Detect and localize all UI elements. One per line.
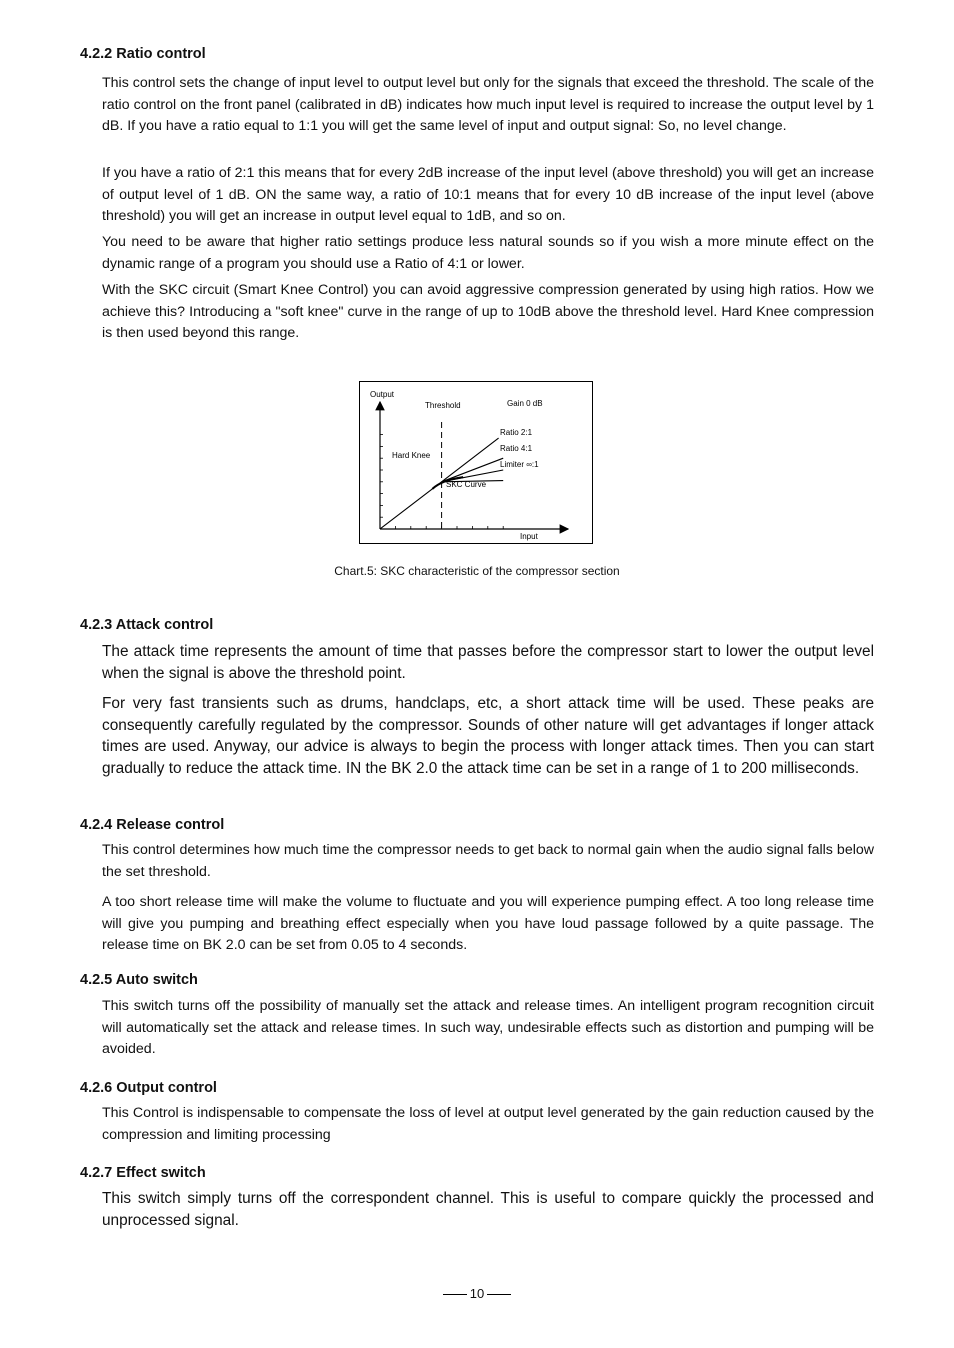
attack-paragraph-1: The attack time represents the amount of time that passes before the compressor start to lower the output level when the signal is above the threshold point. — [102, 643, 874, 682]
heading-ratio-control: 4.2.2 Ratio control — [80, 46, 206, 62]
hard-knee-label: Hard Knee — [392, 451, 431, 460]
skc-chart-svg — [360, 382, 592, 543]
effect-paragraph-1: This switch simply turns off the correspondent channel. This is useful to compare quickly the processed and unprocessed signal. — [102, 1190, 874, 1229]
heading-output-control: 4.2.6 Output control — [80, 1080, 217, 1096]
limiter-label: Limiter ∞:1 — [500, 460, 539, 469]
ratio-paragraph-4: With the SKC circuit (Smart Knee Control) you can avoid aggressive compression generated by using high ratios. How we achieve this? Introducing a "soft knee" curve in the range of up to 10dB above the threshold level. Hard Knee compression is then used beyond this range. — [102, 282, 874, 341]
heading-attack-control: 4.2.3 Attack control — [80, 617, 214, 633]
y-axis-label: Output — [370, 390, 395, 399]
skc-curve-label: SKC Curve — [446, 480, 487, 489]
ratio-2-1-label: Ratio 2:1 — [500, 428, 533, 437]
ratio-paragraph-2: If you have a ratio of 2:1 this means that for every 2dB increase of the input level (above threshold) you will get an increase of output level of 1 dB. ON the same way, a ratio of 10:1 means that for every 10 dB increase of the input level (above threshold) you will get an increase in output level equal to 1dB, and so on. — [102, 165, 874, 224]
auto-paragraph-1: This switch turns off the possibility of manually set the attack and release times. An intelligent program recognition circuit will automatically set the attack and release times. In such way, undesirable effects such as distortion and pumping will be avoided. — [102, 998, 874, 1057]
gain-0db-label: Gain 0 dB — [507, 399, 543, 408]
page-number-dash-right — [487, 1294, 511, 1295]
series-line-ratio-2-1 — [442, 458, 504, 482]
page-number — [0, 1286, 954, 1301]
heading-effect-switch: 4.2.7 Effect switch — [80, 1165, 206, 1181]
x-axis-label: Input — [520, 532, 538, 541]
page-number-value: 10 — [469, 1286, 485, 1301]
ratio-paragraph-1: This control sets the change of input level to output level but only for the signals that exceed the threshold. The scale of the ratio control on the front panel (calibrated in dB) indicates how much input level is required to increase the output level by 1 dB. If you have a ratio equal to 1:1 you will get the same level of input and output signal: So, no level change. — [102, 75, 874, 134]
release-paragraph-1: This control determines how much time the compressor needs to get back to normal gain when the audio signal falls below the set threshold. — [102, 842, 874, 880]
release-paragraph-2: A too short release time will make the volume to fluctuate and you will experience pumping effect. A too long release time will give you pumping and breathing effect especially when you have loud passage followed by a quite passage. The release time on BK 2.0 can be set from 0.05 to 4 seconds. — [102, 894, 874, 953]
ratio-4-1-label: Ratio 4:1 — [500, 444, 533, 453]
ratio-paragraph-3: You need to be aware that higher ratio settings produce less natural sounds so if you wish a more minute effect on the dynamic range of a program you should use a Ratio of 4:1 or lower. — [102, 234, 874, 272]
threshold-label: Threshold — [425, 401, 461, 410]
output-paragraph-1: This Control is indispensable to compensate the loss of level at output level generated by the gain reduction caused by the compression and limiting processing — [102, 1105, 874, 1143]
chart-caption: Chart.5: SKC characteristic of the compressor section — [334, 564, 620, 578]
skc-chart — [359, 381, 593, 544]
heading-auto-switch: 4.2.5 Auto switch — [80, 972, 198, 988]
attack-paragraph-2: For very fast transients such as drums, handclaps, etc, a short attack time will be used. These peaks are consequently carefully regulated by the compressor. Sounds of other nature will get advantages if longer attack times are used. Anyway, our advice is always to begin the process with longer attack times. Then you can start gradually to reduce the attack time. IN the BK 2.0 the attack time can be set in a range of 1 to 200 milliseconds. — [102, 695, 874, 777]
heading-release-control: 4.2.4 Release control — [80, 817, 225, 833]
page-number-dash-left — [443, 1294, 467, 1295]
